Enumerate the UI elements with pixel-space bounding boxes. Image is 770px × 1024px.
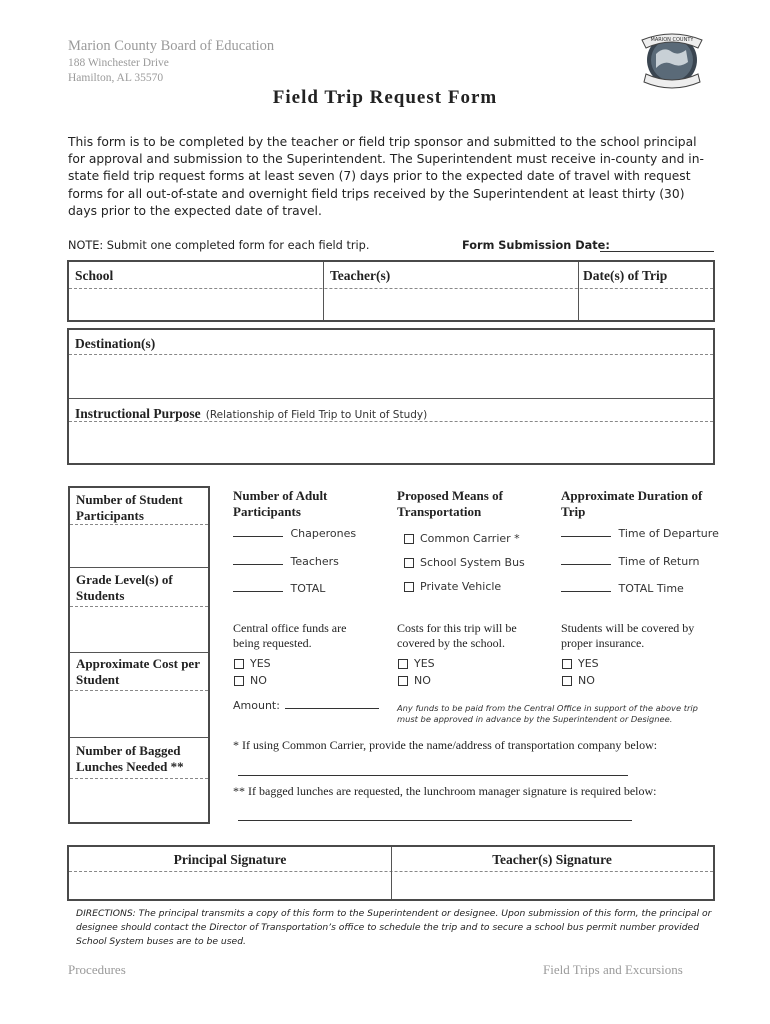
- duration-header: Approximate Duration of Trip: [561, 488, 703, 519]
- teacher-signature-field[interactable]: [394, 874, 711, 898]
- transport-header: Proposed Means of Transportation: [397, 488, 503, 519]
- school-costs-question: Costs for this trip will be covered by the school.: [397, 621, 517, 650]
- carrier-note: * If using Common Carrier, provide the name/address of transportation company below:: [233, 738, 658, 752]
- principal-signature-field[interactable]: [71, 874, 389, 898]
- adults-total-row: TOTAL: [233, 582, 325, 595]
- purpose-note: (Relationship of Field Trip to Unit of Study): [205, 409, 428, 421]
- amount-field[interactable]: [285, 708, 379, 709]
- participants-column: [68, 486, 210, 824]
- school-costs-yes[interactable]: YES: [398, 657, 435, 670]
- footer-left: Procedures: [68, 962, 126, 977]
- page-title: Field Trip Request Form: [272, 87, 498, 108]
- school-field[interactable]: [71, 292, 319, 318]
- chaperones-field[interactable]: [233, 536, 283, 537]
- lunch-note: ** If bagged lunches are requested, the lunchroom manager signature is required below:: [233, 784, 657, 798]
- total-time-field[interactable]: [561, 591, 611, 592]
- return-row: Time of Return: [561, 555, 700, 568]
- note-text: NOTE: Submit one completed form for each field trip.: [68, 239, 370, 252]
- common-carrier-checkbox[interactable]: [404, 534, 414, 544]
- grade-header: Grade Level(s) of Students: [76, 572, 173, 603]
- destination-field[interactable]: [71, 357, 711, 397]
- directions-text: DIRECTIONS: The principal transmits a copy of this form to the Superintendent or designee. Upon submission of this form, the principal or designee should contact the Director of Transportation’s office to schedule the trip and to secure a school bus permit number provided School System buses are to be used.: [76, 908, 712, 947]
- lunches-field[interactable]: [72, 780, 206, 820]
- return-field[interactable]: [561, 564, 611, 565]
- private-vehicle-option[interactable]: Private Vehicle: [404, 580, 501, 593]
- departure-row: Time of Departure: [561, 527, 719, 540]
- fund-approval-note: Any funds to be paid from the Central Office in support of the above trip must be approved in advance by the Superintendent or Designee.: [397, 703, 698, 724]
- amount-row: Amount:: [233, 699, 379, 712]
- school-bus-checkbox[interactable]: [404, 558, 414, 568]
- carrier-info-field[interactable]: [238, 775, 628, 776]
- purpose-header: Instructional Purpose: [75, 406, 201, 421]
- district-logo: [638, 24, 706, 92]
- insurance-yes[interactable]: YES: [562, 657, 599, 670]
- svg-text:MARION COUNTY: MARION COUNTY: [650, 37, 694, 43]
- total-time-row: TOTAL Time: [561, 582, 684, 595]
- chaperones-row: Chaperones: [233, 527, 356, 540]
- school-header: School: [75, 268, 114, 283]
- address-line-2: Hamilton, AL 35570: [68, 72, 164, 84]
- form-submission-date-label: Form Submission Date:: [462, 239, 610, 252]
- teachers-count-field[interactable]: [233, 564, 283, 565]
- dates-header: Date(s) of Trip: [583, 268, 668, 283]
- adults-header: Number of Adult Participants: [233, 488, 328, 519]
- organization-name: Marion County Board of Education: [68, 38, 275, 54]
- insurance-no[interactable]: NO: [562, 674, 595, 687]
- signature-table: [67, 845, 715, 901]
- departure-field[interactable]: [561, 536, 611, 537]
- cost-field[interactable]: [72, 692, 206, 734]
- trip-info-table: [67, 260, 715, 322]
- principal-signature-header: Principal Signature: [173, 852, 287, 867]
- central-funds-yes[interactable]: YES: [234, 657, 271, 670]
- destination-header: Destination(s): [75, 336, 156, 351]
- insurance-question: Students will be covered by proper insurance.: [561, 621, 695, 650]
- footer-right: Field Trips and Excursions: [543, 962, 683, 977]
- lunches-header: Number of Bagged Lunches Needed **: [76, 743, 184, 774]
- grade-field[interactable]: [72, 608, 206, 650]
- common-carrier-option[interactable]: Common Carrier *: [404, 532, 520, 545]
- adults-total-field[interactable]: [233, 591, 283, 592]
- purpose-field[interactable]: [71, 424, 711, 462]
- teacher-signature-header: Teacher(s) Signature: [492, 852, 612, 867]
- teachers-count-row: Teachers: [233, 555, 339, 568]
- destination-purpose-table: [67, 328, 715, 465]
- school-costs-no[interactable]: NO: [398, 674, 431, 687]
- school-bus-option[interactable]: School System Bus: [404, 556, 525, 569]
- teachers-field[interactable]: [327, 292, 575, 318]
- lunchroom-signature-field[interactable]: [238, 820, 632, 821]
- cost-header: Approximate Cost per Student: [76, 656, 200, 687]
- students-field[interactable]: [72, 526, 206, 566]
- central-funds-no[interactable]: NO: [234, 674, 267, 687]
- address-line-1: 188 Winchester Drive: [68, 57, 169, 69]
- dates-field[interactable]: [582, 292, 710, 318]
- private-vehicle-checkbox[interactable]: [404, 582, 414, 592]
- teachers-header: Teacher(s): [330, 268, 391, 283]
- students-header: Number of Student Participants: [76, 492, 183, 523]
- intro-paragraph: This form is to be completed by the teacher or field trip sponsor and submitted to the school principal for approval and submission to the Superintendent. The Superintendent must receive in-county and in-state field trip request forms at least seven (7) days prior to the expected date of travel with request forms for all out-of-state and overnight field trips received by the Superintendent at least thirty (30) days prior to the expected date of travel.: [68, 135, 704, 218]
- form-submission-date-field[interactable]: [600, 251, 714, 252]
- central-funds-question: Central office funds are being requested.: [233, 621, 347, 650]
